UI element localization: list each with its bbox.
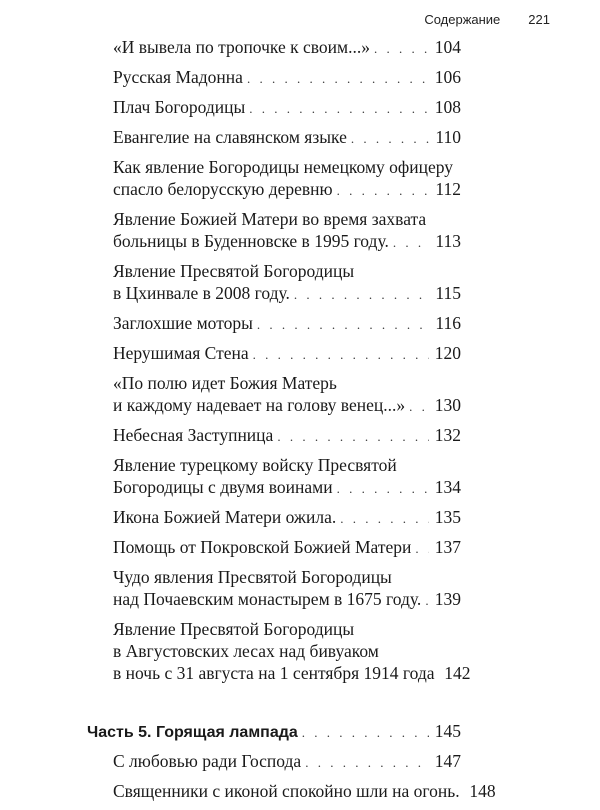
toc-entry-last-line	[113, 506, 461, 530]
toc-entry-title-line: Нерушимая Стена	[113, 343, 249, 363]
toc-entry-page-number: 106	[434, 67, 461, 87]
toc-entry-page-number: 145	[434, 721, 461, 741]
toc-entry-last-line	[113, 662, 471, 686]
toc-entry-page-number: 132	[434, 425, 461, 445]
toc-entry	[113, 372, 461, 418]
toc-entry-last-line	[113, 750, 461, 774]
toc-entry	[113, 126, 461, 150]
toc-entry-page-number: 110	[435, 127, 461, 147]
toc-entry-last-line	[113, 96, 461, 120]
toc-entry	[113, 260, 461, 306]
dot-leader	[340, 508, 429, 530]
toc-entry-page-number: 120	[434, 343, 461, 363]
toc-entry-last-line	[113, 282, 461, 306]
toc-entry-page-number: 139	[434, 589, 461, 609]
running-header-page-number: 221	[528, 12, 550, 27]
toc-entry-page-number: 116	[435, 313, 461, 333]
toc-entry-page-number: 137	[434, 537, 461, 557]
table-of-contents	[0, 36, 600, 810]
toc-entry	[113, 454, 461, 500]
toc-entry-last-line	[113, 394, 461, 418]
toc-entry-page-number: 148	[469, 781, 496, 801]
toc-entry-title-line: С любовью ради Господа	[113, 751, 302, 771]
toc-entry-title-line: над Почаевским монастырем в 1675 году.	[113, 589, 422, 609]
toc-entry-title-line: Как явление Богородицы немецкому офицеру	[113, 157, 454, 177]
toc-entry-title-line: спасло белорусскую деревню	[113, 179, 333, 199]
toc-entry-page-number: 108	[434, 97, 461, 117]
toc-entry-title-line: и каждому надевает на голову венец...»	[113, 395, 406, 415]
toc-entry-title-line: Явление Пресвятой Богородицы	[113, 261, 355, 281]
toc-entry	[113, 566, 461, 612]
dot-leader	[351, 128, 429, 150]
dot-leader	[337, 180, 429, 202]
toc-entry	[113, 36, 461, 60]
toc-entry-title-line: в Августовских лесах над бивуаком	[113, 641, 379, 661]
toc-entry-last-line	[113, 536, 461, 560]
dot-leader	[302, 722, 429, 744]
toc-entry-title-line: Евангелие на славянском языке	[113, 127, 347, 147]
dot-leader	[249, 98, 429, 120]
toc-entry-title-line: Явление турецкому войску Пресвятой	[113, 455, 397, 475]
toc-entry-last-line	[113, 424, 461, 448]
toc-entry-last-line	[113, 312, 461, 336]
toc-entry	[113, 96, 461, 120]
dot-leader	[294, 284, 429, 306]
toc-entry-title-line: Икона Божией Матери ожила.	[113, 507, 337, 527]
toc-entry	[113, 506, 461, 530]
toc-entry-last-line	[113, 588, 461, 612]
toc-entry-last-line	[113, 126, 461, 150]
dot-leader	[393, 232, 429, 254]
toc-entry-page-number: 104	[434, 37, 461, 57]
dot-leader	[277, 426, 429, 448]
toc-entry	[113, 156, 461, 202]
toc-entry-last-line	[113, 66, 461, 90]
toc-entry-page-number: 135	[434, 507, 461, 527]
toc-entry	[113, 208, 461, 254]
dot-leader	[425, 590, 429, 612]
toc-entry	[113, 618, 471, 686]
toc-entry-last-line	[113, 178, 461, 202]
toc-entry-page-number: 142	[444, 663, 471, 683]
toc-entry-last-line	[113, 230, 461, 254]
toc-entry	[113, 312, 461, 336]
toc-entry-last-line	[113, 476, 461, 500]
toc-part-heading	[87, 720, 461, 744]
toc-entry-page-number: 134	[434, 477, 461, 497]
toc-entry-title-line: «По полю идет Божия Матерь	[113, 373, 337, 393]
dot-leader	[253, 344, 429, 366]
toc-entry	[113, 342, 461, 366]
dot-leader	[257, 314, 429, 336]
toc-entry-title-line: в Цхинвале в 2008 году.	[113, 283, 290, 303]
toc-entry-title-line: Заглохшие моторы	[113, 313, 253, 333]
toc-entry	[113, 424, 461, 448]
toc-entry-page-number: 112	[435, 179, 461, 199]
toc-entry	[113, 750, 461, 774]
toc-entry-title-line: Чудо явления Пресвятой Богородицы	[113, 567, 392, 587]
dot-leader	[337, 478, 429, 500]
dot-leader	[247, 68, 429, 90]
toc-entry	[113, 66, 461, 90]
toc-entry-title-line: больницы в Буденновске в 1995 году.	[113, 231, 389, 251]
toc-entry-title-line: в ночь с 31 августа на 1 сентября 1914 года	[113, 663, 435, 683]
toc-entry-last-line	[113, 342, 461, 366]
running-header-section: Содержание	[424, 12, 501, 27]
toc-entry-title-line: Явление Божией Матери во время захвата	[113, 209, 427, 229]
toc-entry-last-line	[87, 720, 461, 744]
toc-entry-title-line: Русская Мадонна	[113, 67, 243, 87]
dot-leader	[415, 538, 429, 560]
toc-entry-page-number: 130	[434, 395, 461, 415]
toc-entry-title-line: Священники с иконой спокойно шли на огонь.	[113, 781, 460, 801]
toc-entry-title-line: Богородицы с двумя воинами	[113, 477, 333, 497]
toc-entry-page-number: 113	[435, 231, 461, 251]
dot-leader	[374, 38, 429, 60]
running-header	[424, 12, 550, 27]
toc-entry-title-line: Явление Пресвятой Богородицы	[113, 619, 355, 639]
toc-entry-last-line	[113, 36, 461, 60]
toc-entry-title-line: «И вывела по тропочке к своим...»	[113, 37, 370, 57]
dot-leader	[409, 396, 429, 418]
toc-entry-page-number: 115	[435, 283, 461, 303]
toc-entry-title-line: Помощь от Покровской Божией Матери	[113, 537, 412, 557]
toc-entry-title-line: Часть 5. Горящая лампада	[87, 724, 298, 741]
toc-entry-title-line: Плач Богородицы	[113, 97, 246, 117]
toc-entry-last-line	[113, 780, 496, 804]
toc-entry	[113, 536, 461, 560]
toc-entry-title-line: Небесная Заступница	[113, 425, 274, 445]
dot-leader	[305, 752, 429, 774]
toc-entry	[113, 780, 496, 804]
toc-entry-page-number: 147	[434, 751, 461, 771]
